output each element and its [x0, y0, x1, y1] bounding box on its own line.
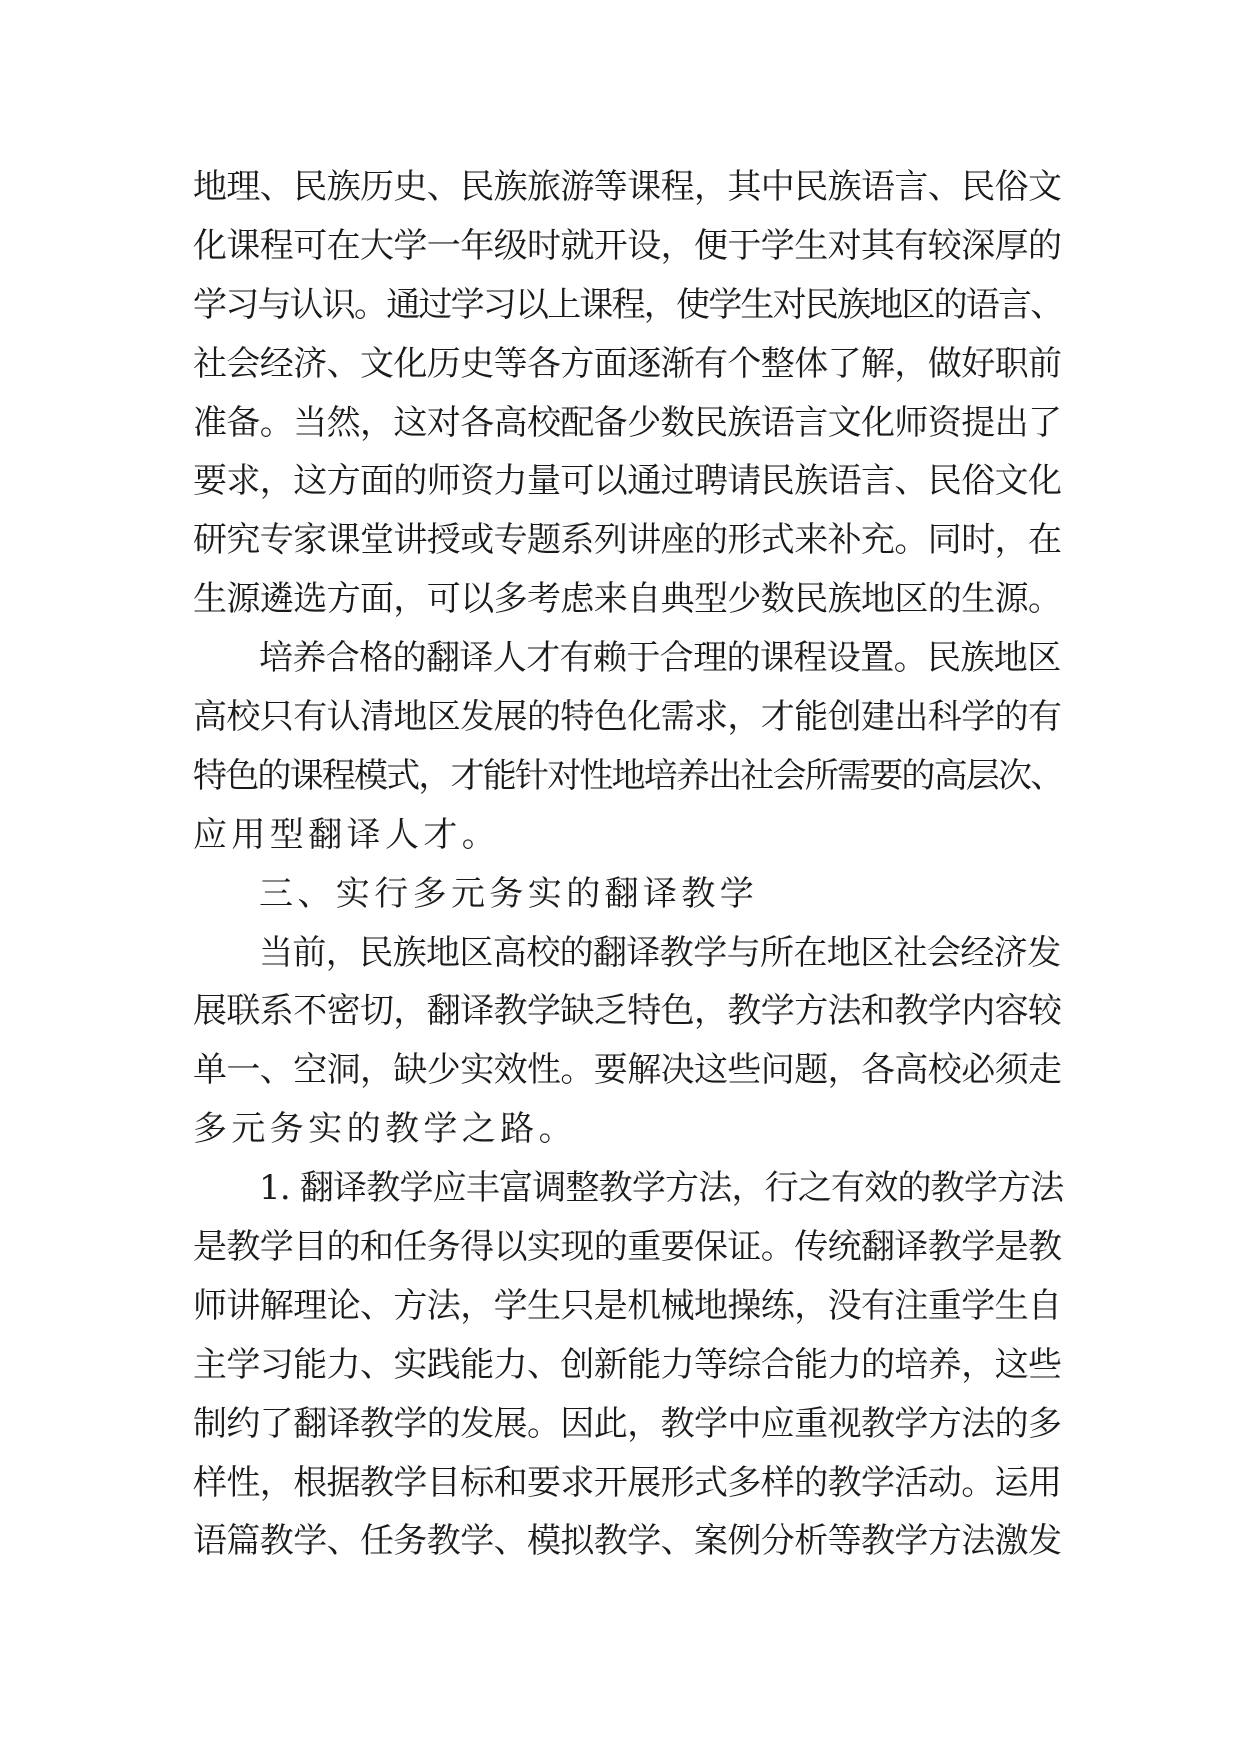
- text-line: 是教学目的和任务得以实现的重要保证。传统翻译教学是教: [193, 1227, 1062, 1268]
- text-line: 特色的课程模式，才能针对性地培养出社会所需要的高层次、: [193, 755, 1063, 796]
- text-line: 地理、民族历史、民族旅游等课程，其中民族语言、民俗文: [193, 167, 1062, 207]
- text-line: 化课程可在大学一年级时就开设，便于学生对其有较深厚的: [193, 225, 1062, 266]
- text-line: 主学习能力、实践能力、创新能力等综合能力的培养，这些: [193, 1344, 1062, 1385]
- text-line: 单一、空洞，缺少实效性。要解决这些问题，各高校必须走: [193, 1050, 1062, 1091]
- text-line: 1. 翻译教学应丰富调整教学方法，行之有效的教学方法: [259, 1168, 1064, 1209]
- text-line: 当前，民族地区高校的翻译教学与所在地区社会经济发: [259, 932, 1061, 973]
- text-line: 展联系不密切，翻译教学缺乏特色，教学方法和教学内容较: [193, 991, 1062, 1032]
- text-line: 师讲解理论、方法，学生只是机械地操练，没有注重学生自: [193, 1285, 1062, 1326]
- text-line: 样性，根据教学目标和要求开展形式多样的教学活动。运用: [193, 1462, 1062, 1503]
- text-line: 要求，这方面的师资力量可以通过聘请民族语言、民俗文化: [193, 461, 1062, 502]
- text-line: 培养合格的翻译人才有赖于合理的课程设置。民族地区: [259, 638, 1061, 679]
- text-line: 高校只有认清地区发展的特色化需求，才能创建出科学的有: [193, 697, 1062, 738]
- text-line: 生源遴选方面，可以多考虑来自典型少数民族地区的生源。: [193, 579, 1062, 620]
- text-line: 应用型翻译人才。: [193, 814, 501, 855]
- text-line: 准备。当然，这对各高校配备少数民族语言文化师资提出了: [193, 402, 1062, 443]
- text-line: 研究专家课堂讲授或专题系列讲座的形式来补充。同时，在: [193, 520, 1062, 561]
- text-line: 语篇教学、任务教学、模拟教学、案例分析等教学方法激发: [193, 1521, 1062, 1562]
- text-line: 制约了翻译教学的发展。因此，教学中应重视教学方法的多: [193, 1403, 1062, 1444]
- text-line: 多元务实的教学之路。: [193, 1109, 577, 1150]
- text-line: 学习与认识。通过学习以上课程，使学生对民族地区的语言、: [193, 284, 1063, 325]
- body-text: [193, 158, 1063, 1571]
- text-line: 社会经济、文化历史等各方面逐渐有个整体了解，做好职前: [193, 343, 1062, 384]
- text-line: 三、实行多元务实的翻译教学: [259, 873, 759, 914]
